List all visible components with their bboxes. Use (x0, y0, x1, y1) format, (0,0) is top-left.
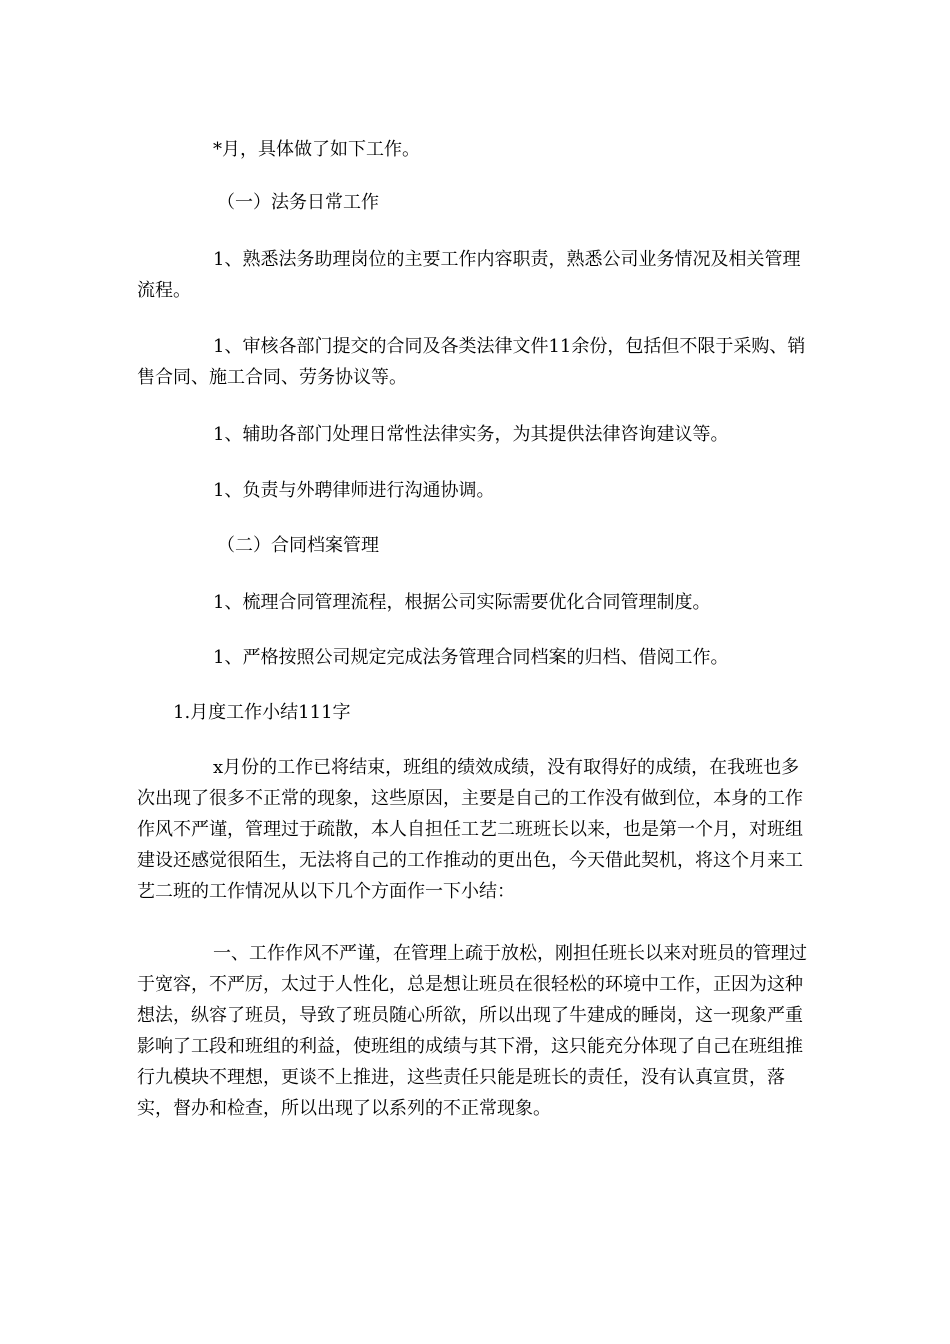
body-paragraph: 一、工作作风不严谨，在管理上疏于放松，刚担任班长以来对班员的管理过于宽容，不严厉，太过于人性化，总是想让班员在很轻松的环境中工作，正因为这种想法，纵容了班员，导致了班员随心所欲，所以出现了牛建成的睡岗，这一现象严重影响了工段和班组的利益，使班组的成绩与其下滑，这只能充分体现了自己在班组推行九模块不理想，更谈不上推进，这些责任只能是班长的责任，没有认真宣贯，落实，督办和检查，所以出现了以系列的不正常现象。 (137, 943, 807, 1119)
list-item: 1、严格按照公司规定完成法务管理合同档案的归档、借阅工作。 (213, 647, 729, 668)
list-item: 1、负责与外聘律师进行沟通协调。 (213, 480, 495, 501)
paragraph-intro: *月，具体做了如下工作。 (213, 139, 420, 160)
list-item: 1、熟悉法务助理岗位的主要工作内容职责，熟悉公司业务情况及相关管理流程。 (137, 249, 801, 301)
section-heading-contract-archive: （二）合同档案管理 (217, 535, 379, 556)
list-item: 1、辅助各部门处理日常性法律实务，为其提供法律咨询建议等。 (213, 424, 729, 445)
section-heading-monthly-summary: 1.月度工作小结111字 (173, 702, 351, 723)
body-paragraph: x月份的工作已将结束，班组的绩效成绩，没有取得好的成绩，在我班也多次出现了很多不正常的现象，这些原因，主要是自己的工作没有做到位，本身的工作作风不严谨，管理过于疏散，本人自担任工艺二班班长以来，也是第一个月，对班组建设还感觉很陌生，无法将自己的工作推动的更出色，今天借此契机，将这个月来工艺二班的工作情况从以下几个方面作一下小结： (137, 757, 803, 902)
section-heading-legal-daily: （一）法务日常工作 (217, 192, 379, 213)
list-item: 1、审核各部门提交的合同及各类法律文件11余份，包括但不限于采购、销售合同、施工合同、劳务协议等。 (137, 336, 806, 388)
list-item: 1、梳理合同管理流程，根据公司实际需要优化合同管理制度。 (213, 592, 711, 613)
